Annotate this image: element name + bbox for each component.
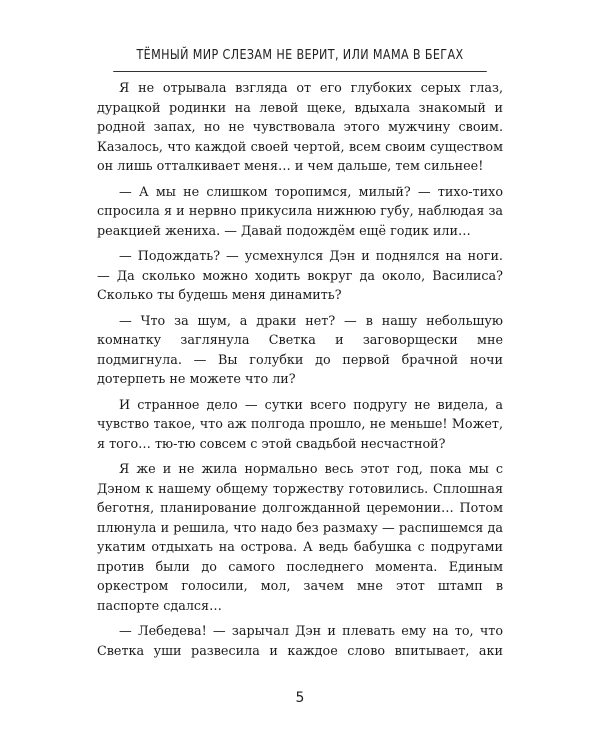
paragraph: Я же и не жила нормально весь этот год, пока мы с Дэном к нашему общему торжеству готовились. Сплошная беготня, планирование долгожданной церемонии… Потом плюнула и решила, что надо без размаху — распишемся да укатим отдыхать на острова. А ведь бабушка с подругами против были до самого последнего момента. Единым оркестром голосили, мол, зачем мне этот штамп в паспорте сдался… bbox=[97, 462, 503, 614]
body-text bbox=[97, 79, 503, 667]
paragraph: — Что за шум, а драки нет? — в нашу небольшую комнатку заглянула Светка и заговорщески мне подмигнула. — Вы голубки до первой брачной ночи дотерпеть не можете что ли? bbox=[97, 313, 503, 387]
paragraph: — Лебедева! — зарычал Дэн и плевать ему на то, что Светка уши развесила и каждое слово впитывает, аки bbox=[97, 624, 503, 659]
page-number: 5 bbox=[295, 690, 305, 706]
running-head: ТЁМНЫЙ МИР СЛЕЗАМ НЕ ВЕРИТ, ИЛИ МАМА В БЕГАХ bbox=[113, 42, 487, 72]
paragraph: — Подождать? — усмехнулся Дэн и поднялся на ноги. — Да сколько можно ходить вокруг да около, Василиса? Сколько ты будешь меня динамить? bbox=[97, 249, 503, 303]
paragraph: — А мы не слишком торопимся, милый? — тихо-тихо спросила я и нервно прикусила нижнюю губу, наблюдая за реакцией жениха. — Давай подождём ещё годик или… bbox=[97, 184, 503, 239]
paragraph: И странное дело — сутки всего подругу не видела, а чувство такое, что аж полгода прошло, не меньше! Может, я того… тю-тю совсем с этой свадьбой несчастной? bbox=[97, 397, 503, 452]
paragraph: Я не отрывала взгляда от его глубоких серых глаз, дурацкой родинки на левой щеке, вдыхала знакомый и родной запах, но не чувствовала этого мужчину своим. Казалось, что каждой своей чертой, всем своим существом он лишь отталкивает меня… и чем дальше, тем сильнее! bbox=[97, 81, 503, 174]
